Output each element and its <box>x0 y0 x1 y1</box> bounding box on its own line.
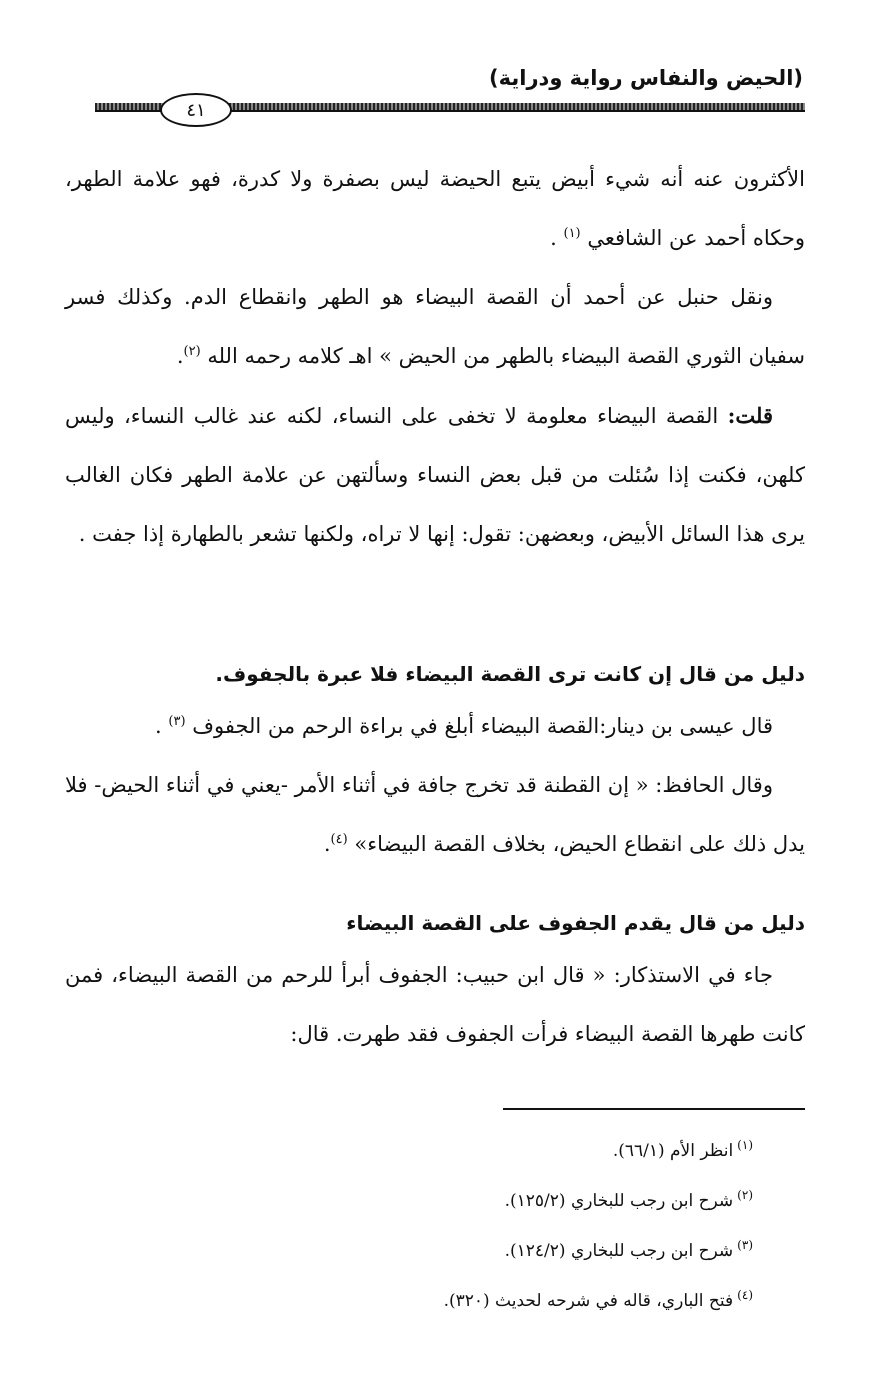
section-heading: دليل من قال يقدم الجفوف على القصة البيضاء <box>346 911 805 935</box>
paragraph <box>65 946 805 1064</box>
paragraph-text: وقال الحافظ: « إن القطنة قد تخرج جافة في أثناء الأمر -يعني في أثناء الحيض- فلا يدل ذلك على انقطاع الحيض، بخلاف القصة البيضاء» <box>64 773 805 856</box>
paragraph-end: . <box>323 832 331 856</box>
footnote-number: (١) <box>737 1138 753 1153</box>
footnote-ref[interactable]: (٢) <box>183 344 201 359</box>
section-heading: دليل من قال إن كانت ترى القصة البيضاء فلا عبرة بالجفوف. <box>215 662 805 686</box>
footnote-text: شرح ابن رجب للبخاري (١٢٥/٢). <box>504 1191 734 1211</box>
paragraph-text: القصة البيضاء معلومة لا تخفى على النساء، لكنه عند غالب النساء، وليس كلهن، فكنت إذا سُئلت من قبل بعض النساء وسألتهن عن علامة الطهر فكان الغالب يرى هذا السائل الأبيض، وبعضهن: تقول: إنها لا تراه، ولكنها تشعر بالطهارة إذا جفت . <box>65 404 805 546</box>
footnote-ref[interactable]: (٣) <box>168 714 186 729</box>
footnote <box>153 1226 753 1276</box>
footnote-separator <box>503 1108 805 1110</box>
footnote-ref[interactable]: (٤) <box>330 832 348 847</box>
footnote <box>153 1176 753 1226</box>
page-number <box>160 93 232 127</box>
paragraph-lead: قلت: <box>727 403 773 428</box>
paragraph-end: . <box>176 344 184 368</box>
paragraph-end: . <box>155 714 169 738</box>
footnote <box>153 1126 753 1176</box>
paragraph-text: قال عيسى بن دينار:القصة البيضاء أبلغ في براءة الرحم من الجفوف <box>192 714 773 738</box>
paragraph <box>65 697 805 756</box>
paragraph <box>65 268 805 386</box>
footnote-text: انظر الأم (٦٦/١). <box>612 1141 734 1161</box>
footnote-number: (٢) <box>737 1188 753 1203</box>
paragraph <box>65 386 805 564</box>
page-number-text: ٤١ <box>186 99 206 121</box>
paragraph-text: ونقل حنبل عن أحمد أن القصة البيضاء هو الطهر وانقطاع الدم. وكذلك فسر سفيان الثوري القصة البيضاء بالطهر من الحيض » اهـ كلامه رحمه الله <box>65 285 805 368</box>
section-2 <box>65 697 805 874</box>
footnote-text: فتح الباري، قاله في شرحه لحديث (٣٢٠). <box>443 1291 734 1311</box>
footnotes <box>153 1126 753 1326</box>
section-3 <box>65 946 805 1064</box>
footnote-number: (٣) <box>737 1238 753 1253</box>
footnote <box>153 1276 753 1326</box>
paragraph-end: . <box>550 226 564 250</box>
running-header-title: (الحيض والنفاس رواية ودراية) <box>489 66 803 90</box>
paragraph <box>65 150 805 268</box>
paragraph <box>65 756 805 874</box>
footnote-number: (٤) <box>737 1288 753 1303</box>
paragraph-text: جاء في الاستذكار: « قال ابن حبيب: الجفوف أبرأ للرحم من القصة البيضاء، فمن كانت طهرها القصة البيضاء فرأت الجفوف فقد طهرت. قال: <box>65 963 805 1046</box>
section-1 <box>65 150 805 564</box>
footnote-ref[interactable]: (١) <box>563 226 581 241</box>
footnote-text: شرح ابن رجب للبخاري (١٢٤/٢). <box>504 1241 734 1261</box>
paragraph-text: الأكثرون عنه أنه شيء أبيض يتبع الحيضة ليس بصفرة ولا كدرة، فهو علامة الطهر، وحكاه أحمد عن الشافعي <box>65 167 805 250</box>
